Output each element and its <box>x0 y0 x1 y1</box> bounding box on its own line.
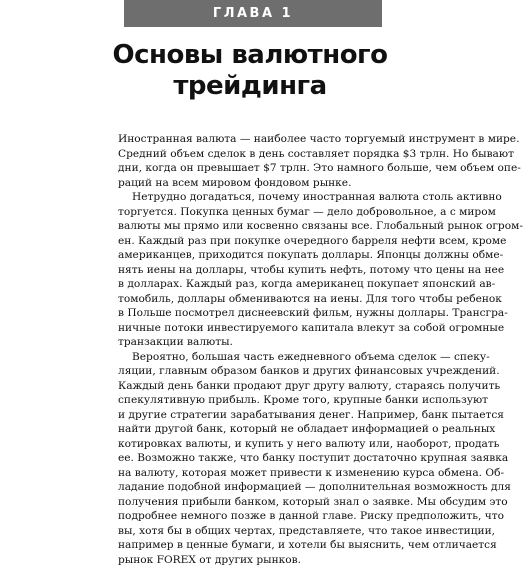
text-line: транзакции валюты. <box>118 335 418 350</box>
text-line: например в ценные бумаги, и хотели бы выяснить, чем отличается <box>118 538 418 553</box>
text-line: вы, хотя бы в общих чертах, представляете, что такое инвестиции, <box>118 524 418 539</box>
chapter-title-line: трейдинга <box>60 71 440 102</box>
text-line: и другие стратегии зарабатывания денег. Например, банк пытается <box>118 408 418 423</box>
text-line: Вероятно, большая часть ежедневного объема сделок — спеку- <box>118 350 418 365</box>
text-line: ен. Каждый раз при покупке очередного барреля нефти всем, кроме <box>118 234 418 249</box>
text-line: Каждый день банки продают друг другу валюту, стараясь получить <box>118 379 418 394</box>
text-line: на валюту, которая может привести к изменению курса обмена. Об- <box>118 466 418 481</box>
body-text <box>118 132 418 567</box>
chapter-label: ГЛАВА 1 <box>124 0 382 27</box>
text-line: ляции, главным образом банков и других финансовых учреждений. <box>118 364 418 379</box>
text-line: в долларах. Каждый раз, когда американец покупает японский ав- <box>118 277 418 292</box>
text-line: найти другой банк, который не обладает информацией о реальных <box>118 422 418 437</box>
chapter-title <box>60 40 440 102</box>
text-line: дни, когда он превышает $7 трлн. Это намного больше, чем объем опе- <box>118 161 418 176</box>
text-line: ее. Возможно также, что банку поступит достаточно крупная заявка <box>118 451 418 466</box>
text-line: томобиль, доллары обмениваются на иены. Для того чтобы ребенок <box>118 292 418 307</box>
text-line: американцев, приходится покупать доллары. Японцы должны обме- <box>118 248 418 263</box>
text-line: спекулятивную прибыль. Кроме того, крупные банки используют <box>118 393 418 408</box>
text-line: подробнее немного позже в данной главе. Риску предположить, что <box>118 509 418 524</box>
text-line: Средний объем сделок в день составляет порядка $3 трлн. Но бывают <box>118 147 418 162</box>
text-line: валюты мы прямо или косвенно связаны все. Глобальный рынок огром- <box>118 219 418 234</box>
text-line: ничные потоки инвестируемого капитала влекут за собой огромные <box>118 321 418 336</box>
chapter-title-line: Основы валютного <box>60 40 440 71</box>
text-line: рынок FOREX от других рынков. <box>118 553 418 567</box>
text-line: в Польше посмотрел диснеевский фильм, нужны доллары. Трансгра- <box>118 306 418 321</box>
text-line: Иностранная валюта — наиболее часто торгуемый инструмент в мире. <box>118 132 418 147</box>
text-line: нять иены на доллары, чтобы купить нефть, потому что цены на нее <box>118 263 418 278</box>
text-line: Нетрудно догадаться, почему иностранная валюта столь активно <box>118 190 418 205</box>
text-line: ладание подобной информацией — дополнительная возможность для <box>118 480 418 495</box>
text-line: раций на всем мировом фондовом рынке. <box>118 176 418 191</box>
text-line: торгуется. Покупка ценных бумаг — дело добровольное, а с миром <box>118 205 418 220</box>
text-line: котировках валюты, и купить у него валюту или, наоборот, продать <box>118 437 418 452</box>
text-line: получения прибыли банком, который знал о заявке. Мы обсудим это <box>118 495 418 510</box>
